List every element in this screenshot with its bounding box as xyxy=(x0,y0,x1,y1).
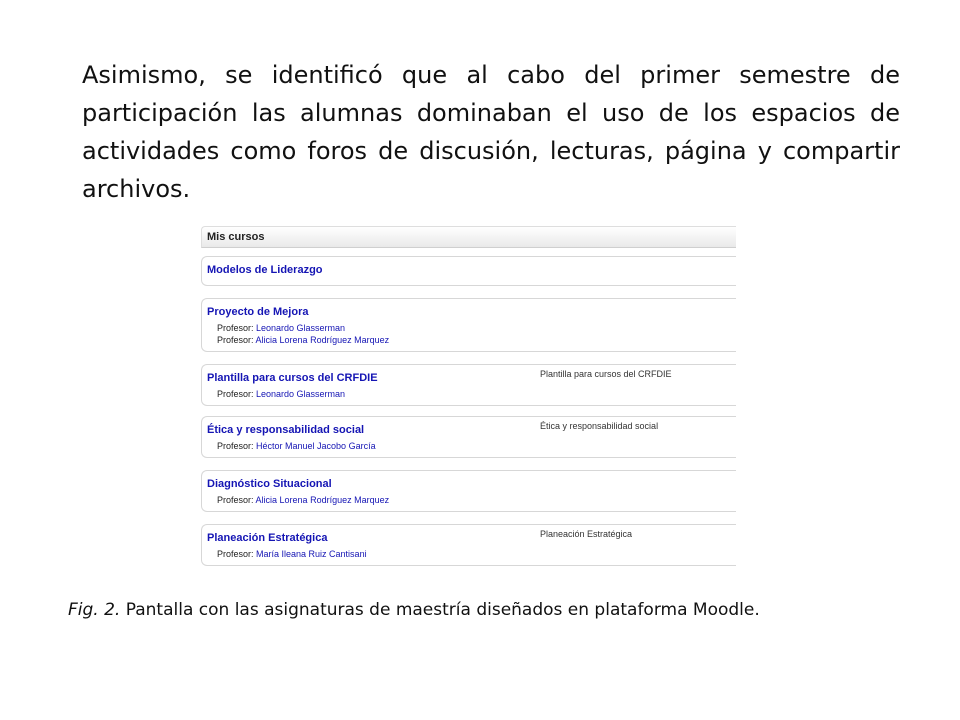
course-item xyxy=(201,470,736,512)
moodle-screenshot xyxy=(200,224,736,572)
course-summary: Plantilla para cursos del CRFDIE xyxy=(540,369,672,379)
figure-caption xyxy=(68,600,760,620)
figure-number: Fig. 2. xyxy=(68,600,121,620)
teacher-link[interactable]: María Ileana Ruiz Cantisani xyxy=(256,549,367,559)
course-item xyxy=(201,524,736,566)
course-link[interactable]: Modelos de Liderazgo xyxy=(207,264,323,276)
block-header xyxy=(201,226,736,248)
teacher-label: Profesor: xyxy=(217,335,256,345)
teacher-link[interactable]: Héctor Manuel Jacobo García xyxy=(256,441,376,451)
caption-text: Pantalla con las asignaturas de maestría diseñados en plataforma Moodle. xyxy=(120,600,760,620)
teacher-label: Profesor: xyxy=(217,495,256,505)
course-link[interactable]: Plantilla para cursos del CRFDIE xyxy=(207,372,378,384)
teacher-line xyxy=(217,549,367,559)
course-summary: Ética y responsabilidad social xyxy=(540,421,659,431)
course-link[interactable]: Ética y responsabilidad social xyxy=(207,424,365,436)
teacher-line xyxy=(217,323,345,333)
teacher-line xyxy=(217,335,389,345)
course-item xyxy=(201,364,736,406)
teacher-label: Profesor: xyxy=(217,323,257,333)
teacher-link[interactable]: Leonardo Glasserman xyxy=(256,323,346,333)
course-item xyxy=(201,298,736,352)
teacher-link[interactable]: Alicia Lorena Rodríguez Marquez xyxy=(255,495,390,505)
teacher-label: Profesor: xyxy=(217,549,257,559)
teacher-line xyxy=(217,389,345,399)
teacher-link[interactable]: Alicia Lorena Rodríguez Marquez xyxy=(255,335,390,345)
course-summary: Planeación Estratégica xyxy=(540,529,633,539)
teacher-label: Profesor: xyxy=(217,441,257,451)
teacher-line xyxy=(217,441,376,451)
course-link[interactable]: Planeación Estratégica xyxy=(207,532,328,544)
teacher-link[interactable]: Leonardo Glasserman xyxy=(256,389,346,399)
course-item xyxy=(201,256,736,286)
course-link[interactable]: Proyecto de Mejora xyxy=(207,306,309,318)
course-link[interactable]: Diagnóstico Situacional xyxy=(207,478,332,490)
body-paragraph: Asimismo, se identificó que al cabo del primer semestre de participación las alumnas dominaban el uso de los espacios de actividades como foros de discusión, lecturas, página y compartir archivos. xyxy=(82,61,900,203)
teacher-label: Profesor: xyxy=(217,389,257,399)
course-item xyxy=(201,416,736,458)
teacher-line xyxy=(217,495,389,505)
block-title: Mis cursos xyxy=(207,231,265,243)
